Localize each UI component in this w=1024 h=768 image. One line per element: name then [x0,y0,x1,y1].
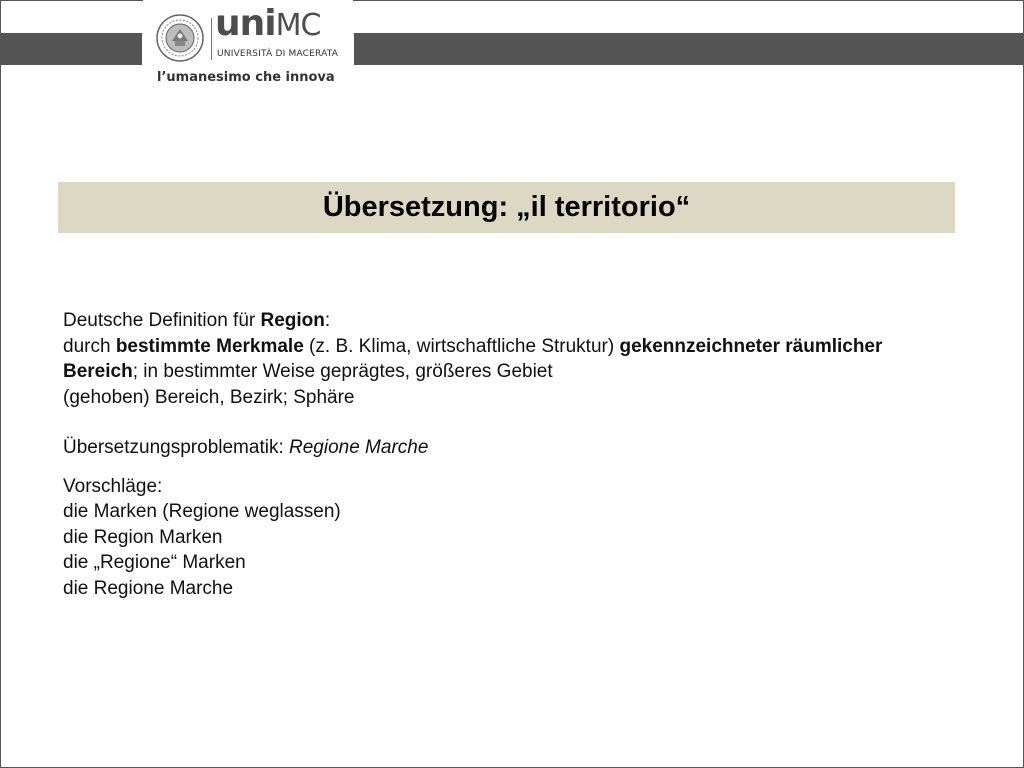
logo-brand-main: uni [215,3,276,44]
suggestion-item: die Regione Marche [63,577,234,599]
problem-term: Regione Marche [289,437,429,458]
header-bar-left [0,33,142,65]
logo-brand-suffix: MC [275,8,321,43]
suggestion-item: die Marken (Regione weglassen) [63,501,341,522]
definition-intro-suffix: : [324,310,331,331]
problem-prefix: Übersetzungsproblematik: [63,437,289,458]
definition-l3-b: ; in bestimmter Weise geprägtes, größeres Gebiet [132,361,553,382]
definition-term: Region [260,310,325,331]
suggestion-item: die „Regione“ Marken [63,552,246,573]
problem-line [63,435,983,461]
definition-line-2 [63,334,983,360]
university-logo [143,0,353,95]
definition-intro-prefix: Deutsche Definition für [63,310,261,331]
slide-body [63,308,983,601]
logo-tagline: l’umanesimo che innova [157,70,335,85]
logo-divider [211,18,212,60]
definition-l3-a: Bereich [63,361,133,382]
spacer [63,461,983,474]
definition-l2-c: (z. B. Klima, wirtschaftliche Struktur) [303,335,620,357]
suggestions-heading: Vorschläge: [63,475,163,497]
definition-l2-b: bestimmte Merkmale [115,335,304,357]
header-bar-right [354,33,1024,65]
definition-l2-a: durch [63,335,116,357]
slide-title: Übersetzung: „il territorio“ [322,191,691,223]
spacer [63,410,983,435]
definition-l2-d: gekennzeichneter räumlicher [619,335,883,357]
suggestion-item: die Region Marken [63,526,223,548]
definition-line-4: (gehoben) Bereich, Bezirk; Sphäre [63,386,355,408]
logo-wordmark [215,3,321,44]
definition-line-3 [63,359,983,385]
logo-university-name: UNIVERSITÀ DI MACERATA [217,49,339,59]
university-seal-icon [156,14,204,62]
title-band [58,182,955,233]
definition-intro [63,308,983,334]
